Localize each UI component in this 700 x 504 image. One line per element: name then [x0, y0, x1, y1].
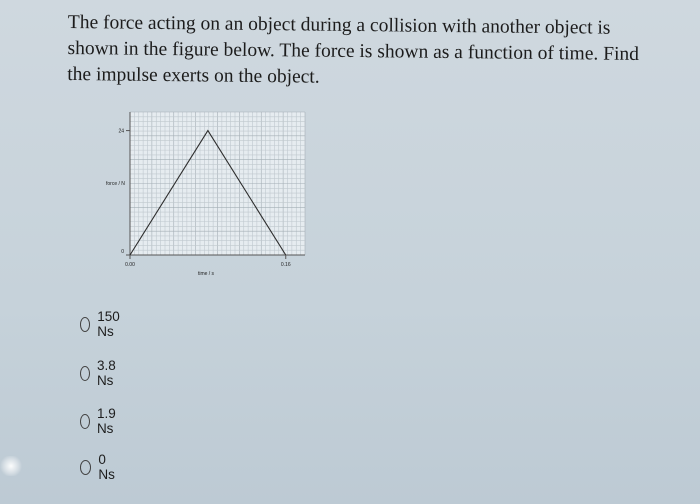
radio-circle-icon[interactable] [80, 414, 90, 429]
chart-svg [108, 108, 318, 278]
option-3-8-ns[interactable] [80, 358, 121, 388]
option-1-9-ns[interactable] [80, 406, 121, 436]
light-glare [0, 456, 22, 476]
option-label: 150 Ns [97, 309, 120, 339]
radio-circle-icon[interactable] [80, 317, 90, 332]
radio-circle-icon[interactable] [80, 460, 91, 475]
question-text [67, 10, 678, 94]
option-label: 3.8 Ns [96, 358, 116, 388]
x-tick-label: 0.00 [125, 262, 135, 268]
force-time-graph [108, 108, 318, 278]
option-label: 1.9 Ns [96, 406, 116, 436]
x-tick-label: 0.16 [280, 262, 291, 268]
radio-circle-icon[interactable] [80, 366, 90, 381]
x-axis-label: time / s [197, 271, 215, 277]
y-tick-label: 24 [118, 128, 124, 135]
question-line-3: the impulse exerts on the object. [67, 63, 320, 88]
option-0-ns[interactable] [80, 452, 119, 482]
y-tick-label: 0 [121, 249, 124, 255]
option-label: 0 Ns [98, 452, 115, 482]
option-150-ns[interactable] [80, 309, 125, 339]
question-line-2: shown in the figure below. The force is shown as a function of time. Find [67, 37, 640, 65]
y-axis-label: force / N [106, 181, 125, 187]
question-line-1: The force acting on an object during a collision with another object is [67, 11, 611, 39]
